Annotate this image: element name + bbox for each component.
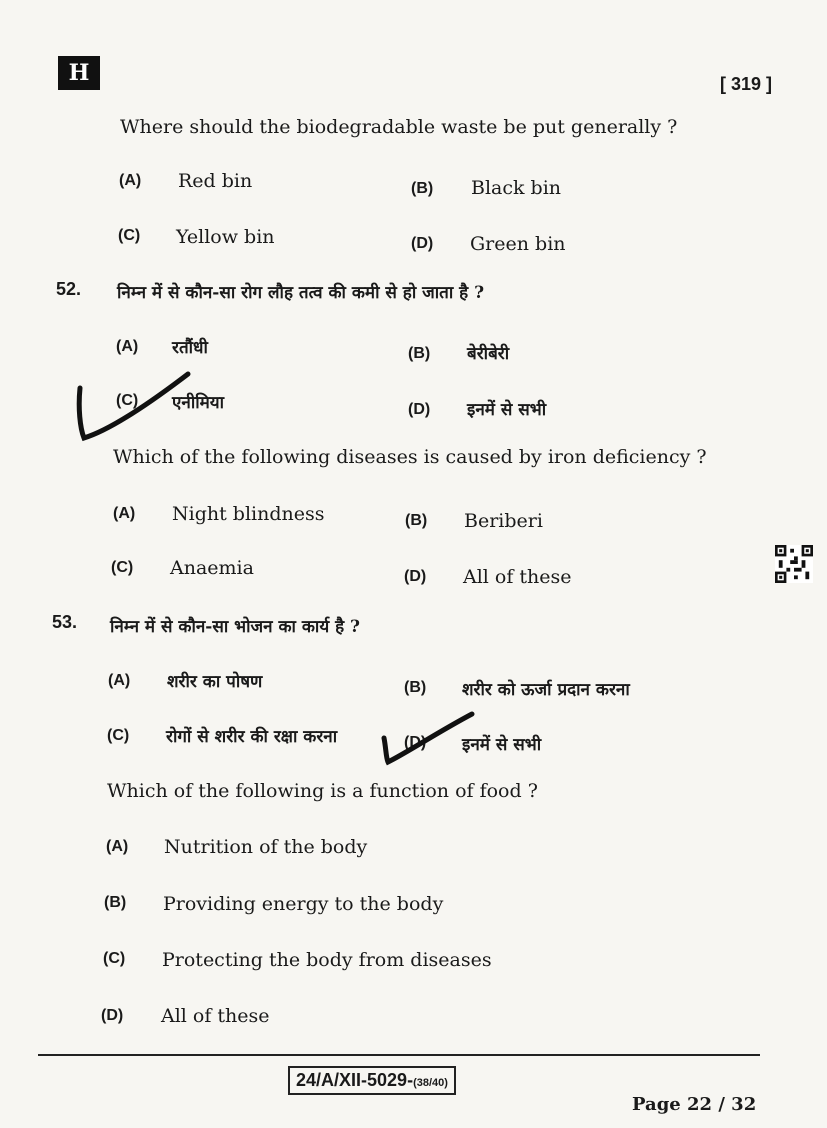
q53-en-option-c-label: (C) [103,950,126,967]
q52-question-en: Which of the following diseases is caused by iron deficiency ? [113,446,707,468]
q51-option-a-label: (A) [119,172,142,189]
q53-en-option-a-label: (A) [106,838,129,855]
q52-hi-option-c-label: (C) [116,392,139,409]
q52-hi-option-a-text: रतौंधी [172,338,208,358]
q53-en-option-d-label: (D) [101,1007,124,1024]
page-code-top: [ 319 ] [719,74,772,94]
q51-option-c-label: (C) [118,227,141,244]
q53-question-en: Which of the following is a function of food ? [107,780,538,802]
set-badge: H [58,56,100,90]
q51-option-b-label: (B) [411,180,434,197]
q53-en-option-d-text: All of these [161,1005,270,1027]
q53-hi-option-c-label: (C) [107,727,130,744]
q53-en-option-c-text: Protecting the body from diseases [162,949,492,971]
q52-hi-option-b-text: बेरीबेरी [467,344,510,364]
page-number: Page 22 / 32 [632,1094,757,1115]
q51-option-c-text: Yellow bin [176,226,275,248]
paper-code-suffix: (38/40) [413,1077,448,1089]
q53-en-option-b-text: Providing energy to the body [163,893,444,915]
q51-question-en: Where should the biodegradable waste be put generally ? [120,116,678,138]
q52-en-option-c-label: (C) [111,559,134,576]
paper-code: 24/A/XII-5029- [296,1070,414,1090]
q52-hi-option-a-label: (A) [116,338,139,355]
q53-hi-option-a-label: (A) [108,672,131,689]
q52-question-hi: निम्न में से कौन-सा रोग लौह तत्व की कमी से हो जाता है ? [117,283,485,303]
q52-hi-option-b-label: (B) [408,345,431,362]
q52-en-option-b-text: Beriberi [464,510,543,532]
q53-question-hi: निम्न में से कौन-सा भोजन का कार्य है ? [110,617,361,637]
q52-en-option-d-label: (D) [404,568,427,585]
q51-option-d-text: Green bin [470,233,566,255]
q53-en-option-a-text: Nutrition of the body [164,836,368,858]
q53-hi-option-a-text: शरीर का पोषण [167,672,263,692]
q51-option-a-text: Red bin [178,170,253,192]
q53-hi-option-c-text: रोगों से शरीर की रक्षा करना [166,727,338,747]
q52-number: 52. [56,279,82,299]
q53-en-option-b-label: (B) [104,894,127,911]
q53-hi-option-b-text: शरीर को ऊर्जा प्रदान करना [462,680,630,700]
q52-en-option-b-label: (B) [405,512,428,529]
q52-hi-option-c-text: एनीमिया [172,393,225,413]
paper-code-box [288,1066,456,1095]
q52-en-option-a-label: (A) [113,505,136,522]
q53-hi-option-d-label: (D) [404,734,427,751]
q52-hi-option-d-text: इनमें से सभी [467,400,547,420]
q52-en-option-a-text: Night blindness [172,503,325,525]
q53-number: 53. [52,612,78,632]
q51-option-d-label: (D) [411,235,434,252]
q53-hi-option-d-text: इनमें से सभी [462,735,542,755]
qr-code-icon [775,545,813,583]
q52-hi-option-d-label: (D) [408,401,431,418]
q52-en-option-c-text: Anaemia [170,557,254,579]
q52-en-option-d-text: All of these [463,566,572,588]
q51-option-b-text: Black bin [471,177,562,199]
q53-hi-option-b-label: (B) [404,679,427,696]
footer-divider [38,1054,760,1056]
